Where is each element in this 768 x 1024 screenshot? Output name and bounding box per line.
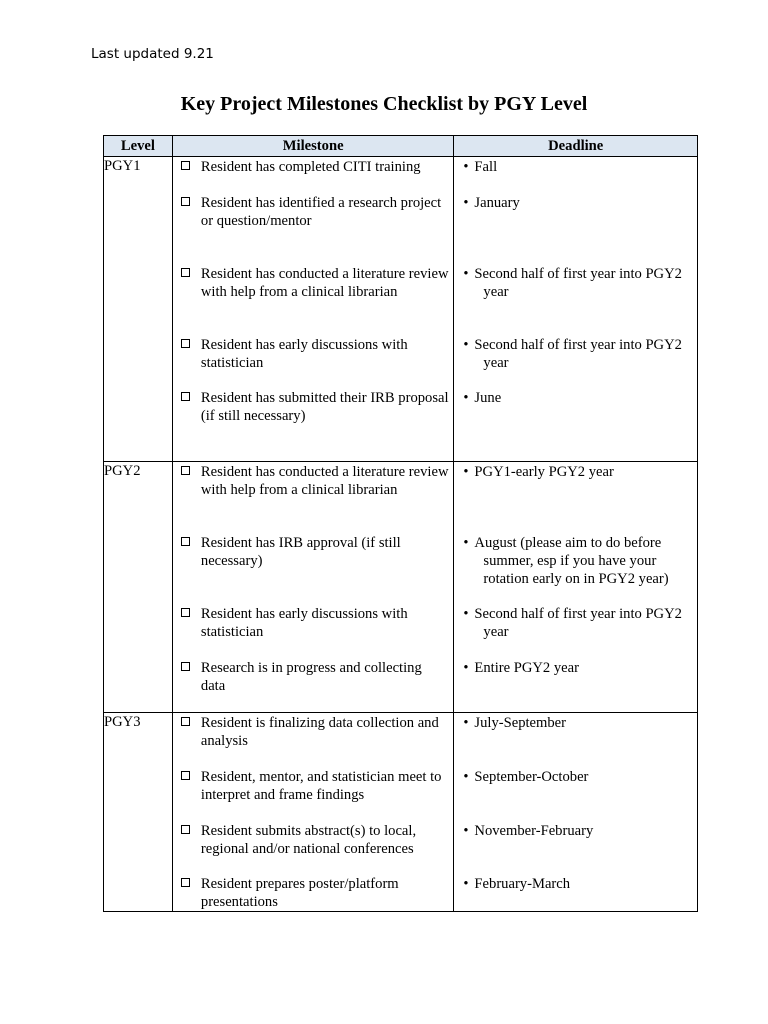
list-item: • February-March (463, 876, 571, 892)
bullet-icon: • (463, 464, 469, 480)
level-cell: PGY2 (104, 462, 173, 713)
bullet-icon: • (463, 769, 469, 785)
checkbox-icon[interactable] (181, 339, 190, 348)
checkbox-icon[interactable] (181, 662, 190, 671)
list-item: • August (please aim to do before summer, esp if you have your rotation early on in PGY2 year) (463, 535, 669, 587)
bullet-icon: • (463, 159, 469, 175)
list-item: • Fall (463, 159, 498, 175)
list-item: • January (463, 195, 520, 211)
list-item[interactable]: Resident has conducted a literature review with help from a clinical librarian (173, 265, 454, 336)
bullet-icon: • (463, 823, 469, 839)
list-item[interactable]: Research is in progress and collecting data (173, 659, 454, 695)
level-cell: PGY3 (104, 713, 173, 912)
bullet-icon: • (463, 715, 469, 731)
column-header-deadline: Deadline (454, 136, 698, 157)
table-header-row (104, 136, 698, 157)
checkbox-icon[interactable] (181, 771, 190, 780)
table-row-pgy2 (104, 462, 698, 713)
bullet-icon: • (463, 876, 469, 892)
bullet-icon: • (463, 266, 469, 282)
list-item: • June (463, 390, 502, 406)
list-item[interactable]: Resident has early discussions with statistician (173, 336, 454, 389)
list-item[interactable]: Resident submits abstract(s) to local, regional and/or national conferences (173, 822, 454, 875)
checkbox-icon[interactable] (181, 161, 190, 170)
deadline-cell (454, 157, 698, 462)
bullet-icon: • (463, 390, 469, 406)
checkbox-icon[interactable] (181, 197, 190, 206)
checkbox-icon[interactable] (181, 717, 190, 726)
list-item: • Entire PGY2 year (463, 660, 579, 676)
list-item: • September-October (463, 769, 589, 785)
bullet-icon: • (463, 606, 469, 622)
checkbox-icon[interactable] (181, 268, 190, 277)
list-item[interactable]: Resident, mentor, and statistician meet to interpret and frame findings (173, 768, 454, 822)
list-item[interactable]: Resident is finalizing data collection and analysis (173, 714, 454, 768)
table-row-pgy3 (104, 713, 698, 912)
checkbox-icon[interactable] (181, 537, 190, 546)
list-item: • Second half of first year into PGY2 year (463, 337, 682, 371)
level-cell: PGY1 (104, 157, 173, 462)
checkbox-icon[interactable] (181, 608, 190, 617)
page-title: Key Project Milestones Checklist by PGY Level (180, 93, 588, 115)
column-header-milestone: Milestone (172, 136, 454, 157)
bullet-icon: • (463, 337, 469, 353)
milestone-cell (172, 157, 454, 462)
checkbox-icon[interactable] (181, 392, 190, 401)
checkbox-icon[interactable] (181, 825, 190, 834)
bullet-icon: • (463, 660, 469, 676)
checkbox-icon[interactable] (181, 466, 190, 475)
milestones-table (103, 135, 698, 912)
list-item[interactable]: Resident has identified a research project or question/mentor (173, 194, 454, 265)
list-item[interactable]: Resident has early discussions with statistician (173, 605, 454, 659)
column-header-level: Level (104, 136, 173, 157)
table-row-pgy1 (104, 157, 698, 462)
list-item: • PGY1-early PGY2 year (463, 464, 614, 480)
deadline-cell (454, 713, 698, 912)
list-item[interactable]: Resident has conducted a literature review with help from a clinical librarian (173, 463, 454, 534)
bullet-icon: • (463, 535, 469, 551)
checkbox-icon[interactable] (181, 878, 190, 887)
list-item: • July-September (463, 715, 567, 731)
list-item: • Second half of first year into PGY2 year (463, 606, 682, 640)
bullet-icon: • (463, 195, 469, 211)
list-item[interactable]: Resident has submitted their IRB proposal (if still necessary) (173, 389, 454, 425)
list-item[interactable]: Resident has completed CITI training (173, 158, 454, 194)
deadline-cell (454, 462, 698, 713)
list-item[interactable]: Resident prepares poster/platform presentations (173, 875, 454, 911)
last-updated-note: Last updated 9.21 (91, 46, 214, 62)
list-item[interactable]: Resident has IRB approval (if still necessary) (173, 534, 454, 605)
milestone-cell (172, 462, 454, 713)
list-item: • November-February (463, 823, 594, 839)
list-item: • Second half of first year into PGY2 year (463, 266, 682, 300)
milestone-cell (172, 713, 454, 912)
